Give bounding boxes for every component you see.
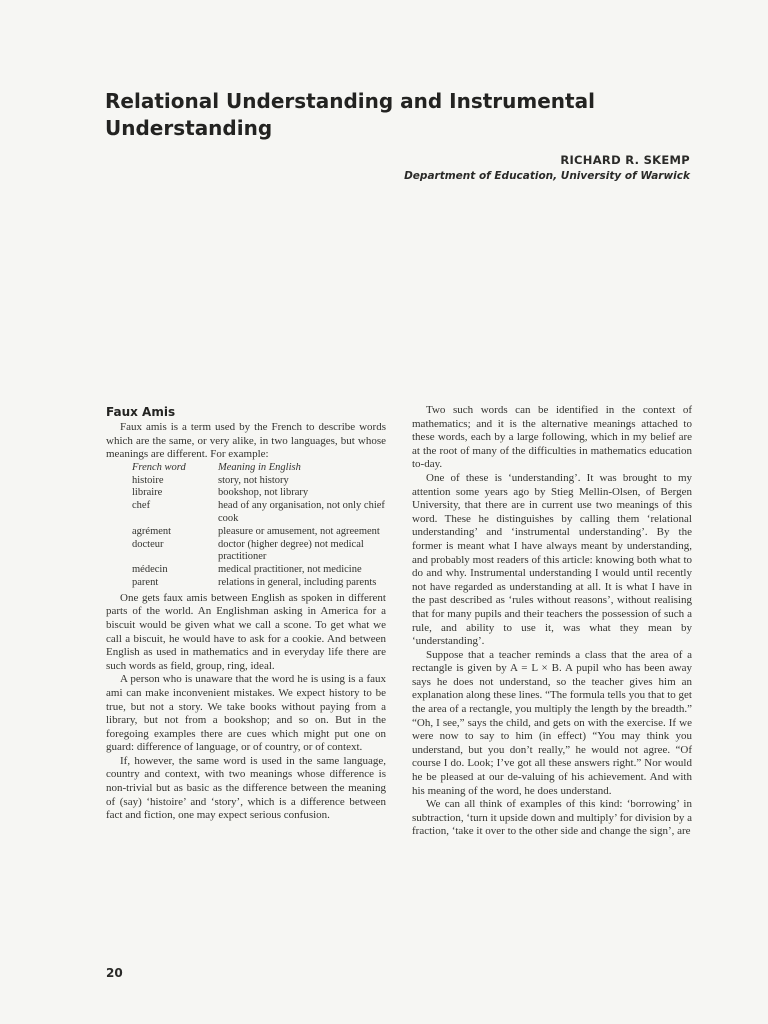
table-row [132, 577, 402, 590]
french-word-cell: médecin [132, 564, 168, 576]
table-row [132, 475, 402, 488]
body-paragraph: We can all think of examples of this kind: ‘borrowing’ in subtraction, ‘turn it upside down and multiply’ for division by a fraction, ‘take it over to the other side and change the sign’, are [412, 798, 692, 838]
french-word-cell: agrément [132, 525, 172, 537]
french-word-cell: docteur [132, 538, 164, 550]
body-paragraph: If, however, the same word is used in the same language, country and context, with two meanings whose difference is non-trivial but as basic as the difference between the meaning of (say) ‘histoire’ and ‘story’, which is a difference between fact and fiction, one may expect serious confusion. [106, 754, 386, 822]
table-row [132, 564, 402, 577]
left-column [106, 404, 386, 823]
author-name: RICHARD R. SKEMP [560, 153, 690, 167]
french-word-cell: parent [132, 576, 159, 588]
intro-paragraph: Faux amis is a term used by the French to describe words which are the same, or very alike, in two languages, but whose meanings are different. For example: [106, 421, 386, 461]
body-paragraph: Suppose that a teacher reminds a class that the area of a rectangle is given by A = L × B. A pupil who has been away says he does not understand, so the teacher gives him an explanation along these lines. “The formula tells you that to get the area of a rectangle, you multiply the length by the breadth.” “Oh, I see,” says the child, and gets on with the exercise. If we were now to say to him (in effect) “You may think you understand, but you don’t really,” he would not agree. “Of course I do. Look; I’ve got all these answers right.” Nor would he be pleased at our de-valuing of his achievement. And with his meaning of the word, he does understand. [412, 648, 692, 797]
body-paragraph: A person who is unaware that the word he is using is a faux ami can make inconvenient mistakes. We expect history to be true, but not a story. We take books without paying from a library, but not from a bookshop; and so on. But in the foregoing examples there are cues which might put one on guard: difference of language, or of country, or of context. [106, 673, 386, 754]
english-meaning-cell: relations in general, including parents [218, 576, 377, 588]
header-french-word: French word [132, 461, 186, 473]
section-heading: Faux Amis [106, 405, 176, 419]
english-meaning-cell: story, not history [218, 474, 289, 486]
faux-amis-table [132, 462, 402, 590]
french-word-cell: chef [132, 500, 151, 512]
article-title: Relational Understanding and Instrumental Understanding [105, 89, 595, 140]
table-header-row [132, 462, 402, 475]
french-word-cell: histoire [132, 474, 164, 486]
table-row [132, 487, 402, 500]
table-row [132, 539, 402, 565]
body-paragraph: One of these is ‘understanding’. It was brought to my attention some years ago by Stieg Mellin-Olsen, of Bergen University, that there are in current use two meanings of this word. These he distinguishes by calling them ‘relational understanding’ and ‘instrumental understanding’. By the former is meant what I have always meant by understanding, and probably most readers of this article: knowing both what to do and why. Instrumental understanding I would until recently not have regarded as understanding at all. It is what I have in the past described as ‘rules without reasons’, without realising that for many pupils and their teachers the possession of such a rule, and ability to use it, was what they mean by ‘understanding’. [412, 471, 692, 648]
right-column [412, 404, 692, 839]
english-meaning-cell: bookshop, not library [218, 487, 309, 499]
table-row [132, 526, 402, 539]
table-row [132, 500, 402, 526]
english-meaning-cell: pleasure or amusement, not agreement [218, 525, 380, 537]
page-number: 20 [106, 966, 123, 980]
english-meaning-cell: doctor (higher degree) not medical practitioner [218, 538, 364, 563]
author-affiliation: Department of Education, University of Warwick [404, 170, 690, 182]
french-word-cell: libraire [132, 487, 163, 499]
body-paragraph: Two such words can be identified in the context of mathematics; and it is the alternative meanings attached to these words, each by a large following, which in my belief are at the root of many of the difficulties in mathematics education to-day. [412, 404, 692, 471]
header-meaning-english: Meaning in English [218, 461, 301, 473]
body-paragraph: One gets faux amis between English as spoken in different parts of the world. An Englishman asking in America for a biscuit would be given what we call a scone. To get what we call a biscuit, he would have to ask for a cookie. And between English as used in mathematics and in everyday life there are such words as field, group, ring, ideal. [106, 591, 386, 672]
english-meaning-cell: head of any organisation, not only chief cook [218, 500, 385, 524]
english-meaning-cell: medical practitioner, not medicine [218, 564, 362, 576]
